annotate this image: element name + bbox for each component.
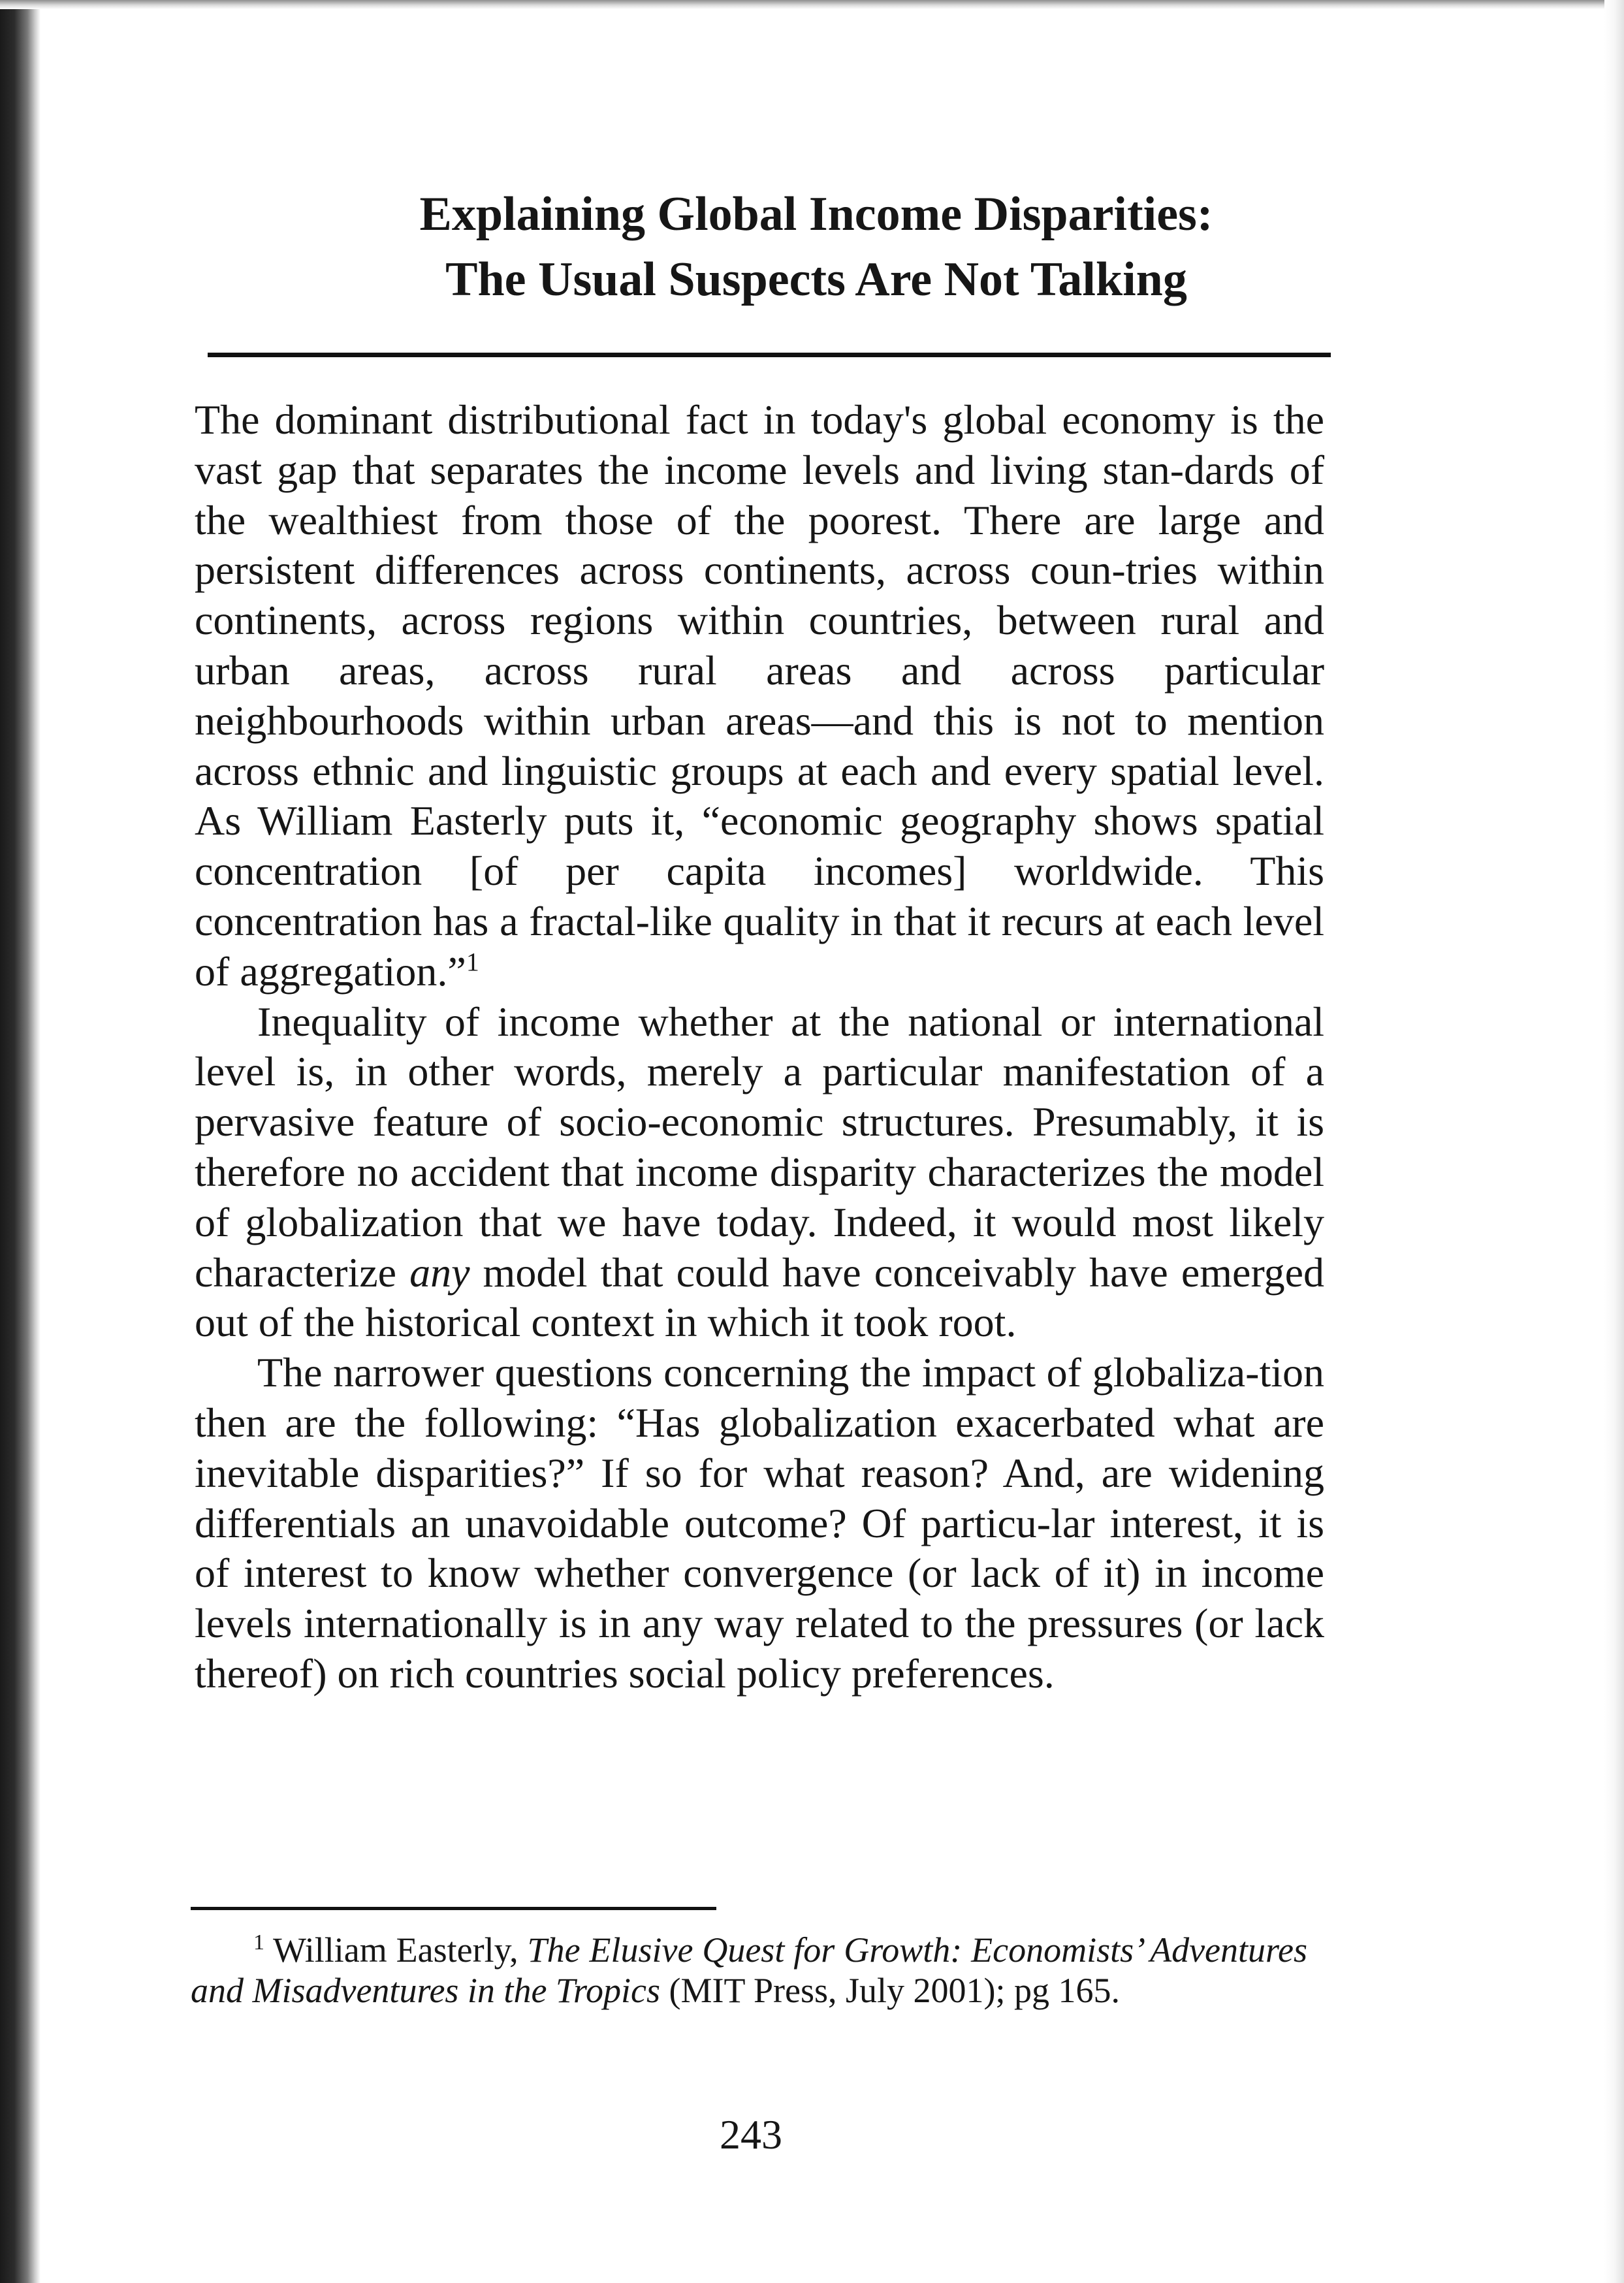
chapter-title-line-2: The Usual Suspects Are Not Talking (445, 253, 1187, 306)
footnote-reference: 1 (466, 947, 479, 977)
footnote-details: (MIT Press, July 2001); pg 165. (660, 1971, 1120, 2010)
title-rule (208, 353, 1331, 357)
footnote-rule (191, 1907, 716, 1910)
chapter-title-line-1: Explaining Global Income Disparities: (419, 187, 1213, 241)
page-right-edge (1604, 0, 1624, 2283)
paragraph-2-text-end: model that could have conceivably have emerged out of the historical context in which it took root. (195, 1249, 1325, 1346)
paragraph-1 (195, 395, 1324, 997)
chapter-title (196, 182, 1437, 312)
body-text (195, 395, 1324, 1699)
footnote (191, 1930, 1307, 2011)
paragraph-3-text: The narrower questions concerning the impact of globaliza-tion then are the following: “Has globalization exacerbated what are inevitable disparities?” If so for what reason? And, are widening differentials an unavoidable outcome? Of particu-lar interest, it is of interest to know whether convergence (or lack of it) in income levels internationally is in any way related to the pressures (or lack thereof) on rich countries social policy preferences. (195, 1349, 1324, 1697)
page-top-edge (0, 0, 1624, 9)
footnote-book-title: The Elusive Quest for Growth: Economists’ Adventures and Misadventures in the Tropics (191, 1930, 1307, 2010)
paragraph-2 (195, 997, 1324, 1349)
paragraph-3 (195, 1348, 1324, 1699)
footnote-number: 1 (253, 1930, 264, 1955)
page-binding-shadow (0, 0, 40, 2283)
page-number: 243 (720, 2111, 782, 2158)
paragraph-2-emphasis: any (409, 1249, 470, 1296)
paragraph-1-text: The dominant distributional fact in today's global economy is the vast gap that separates the income levels and living stan-dards of the wealthiest from those of the poorest. There are large and persistent differences across continents, across coun-tries within continents, across regions within countries, between rural and urban areas, across rural areas and across particular neighbourhoods within urban areas—and this is not to mention across ethnic and linguistic groups at each and every spatial level. As William Easterly puts it, “economic geography shows spatial concentration [of per capita incomes] worldwide. This concentration has a fractal-like quality in that it recurs at each level of aggregation.” (195, 396, 1324, 995)
paragraph-2-text-start: Inequality of income whether at the national or international level is, in other words, merely a particular manifestation of a pervasive feature of socio-economic structures. Presumably, it is therefore no accident that income disparity characterizes the model of globalization that we have today. Indeed, it would most likely characterize (195, 998, 1324, 1296)
footnote-author: William Easterly, (272, 1930, 528, 1970)
